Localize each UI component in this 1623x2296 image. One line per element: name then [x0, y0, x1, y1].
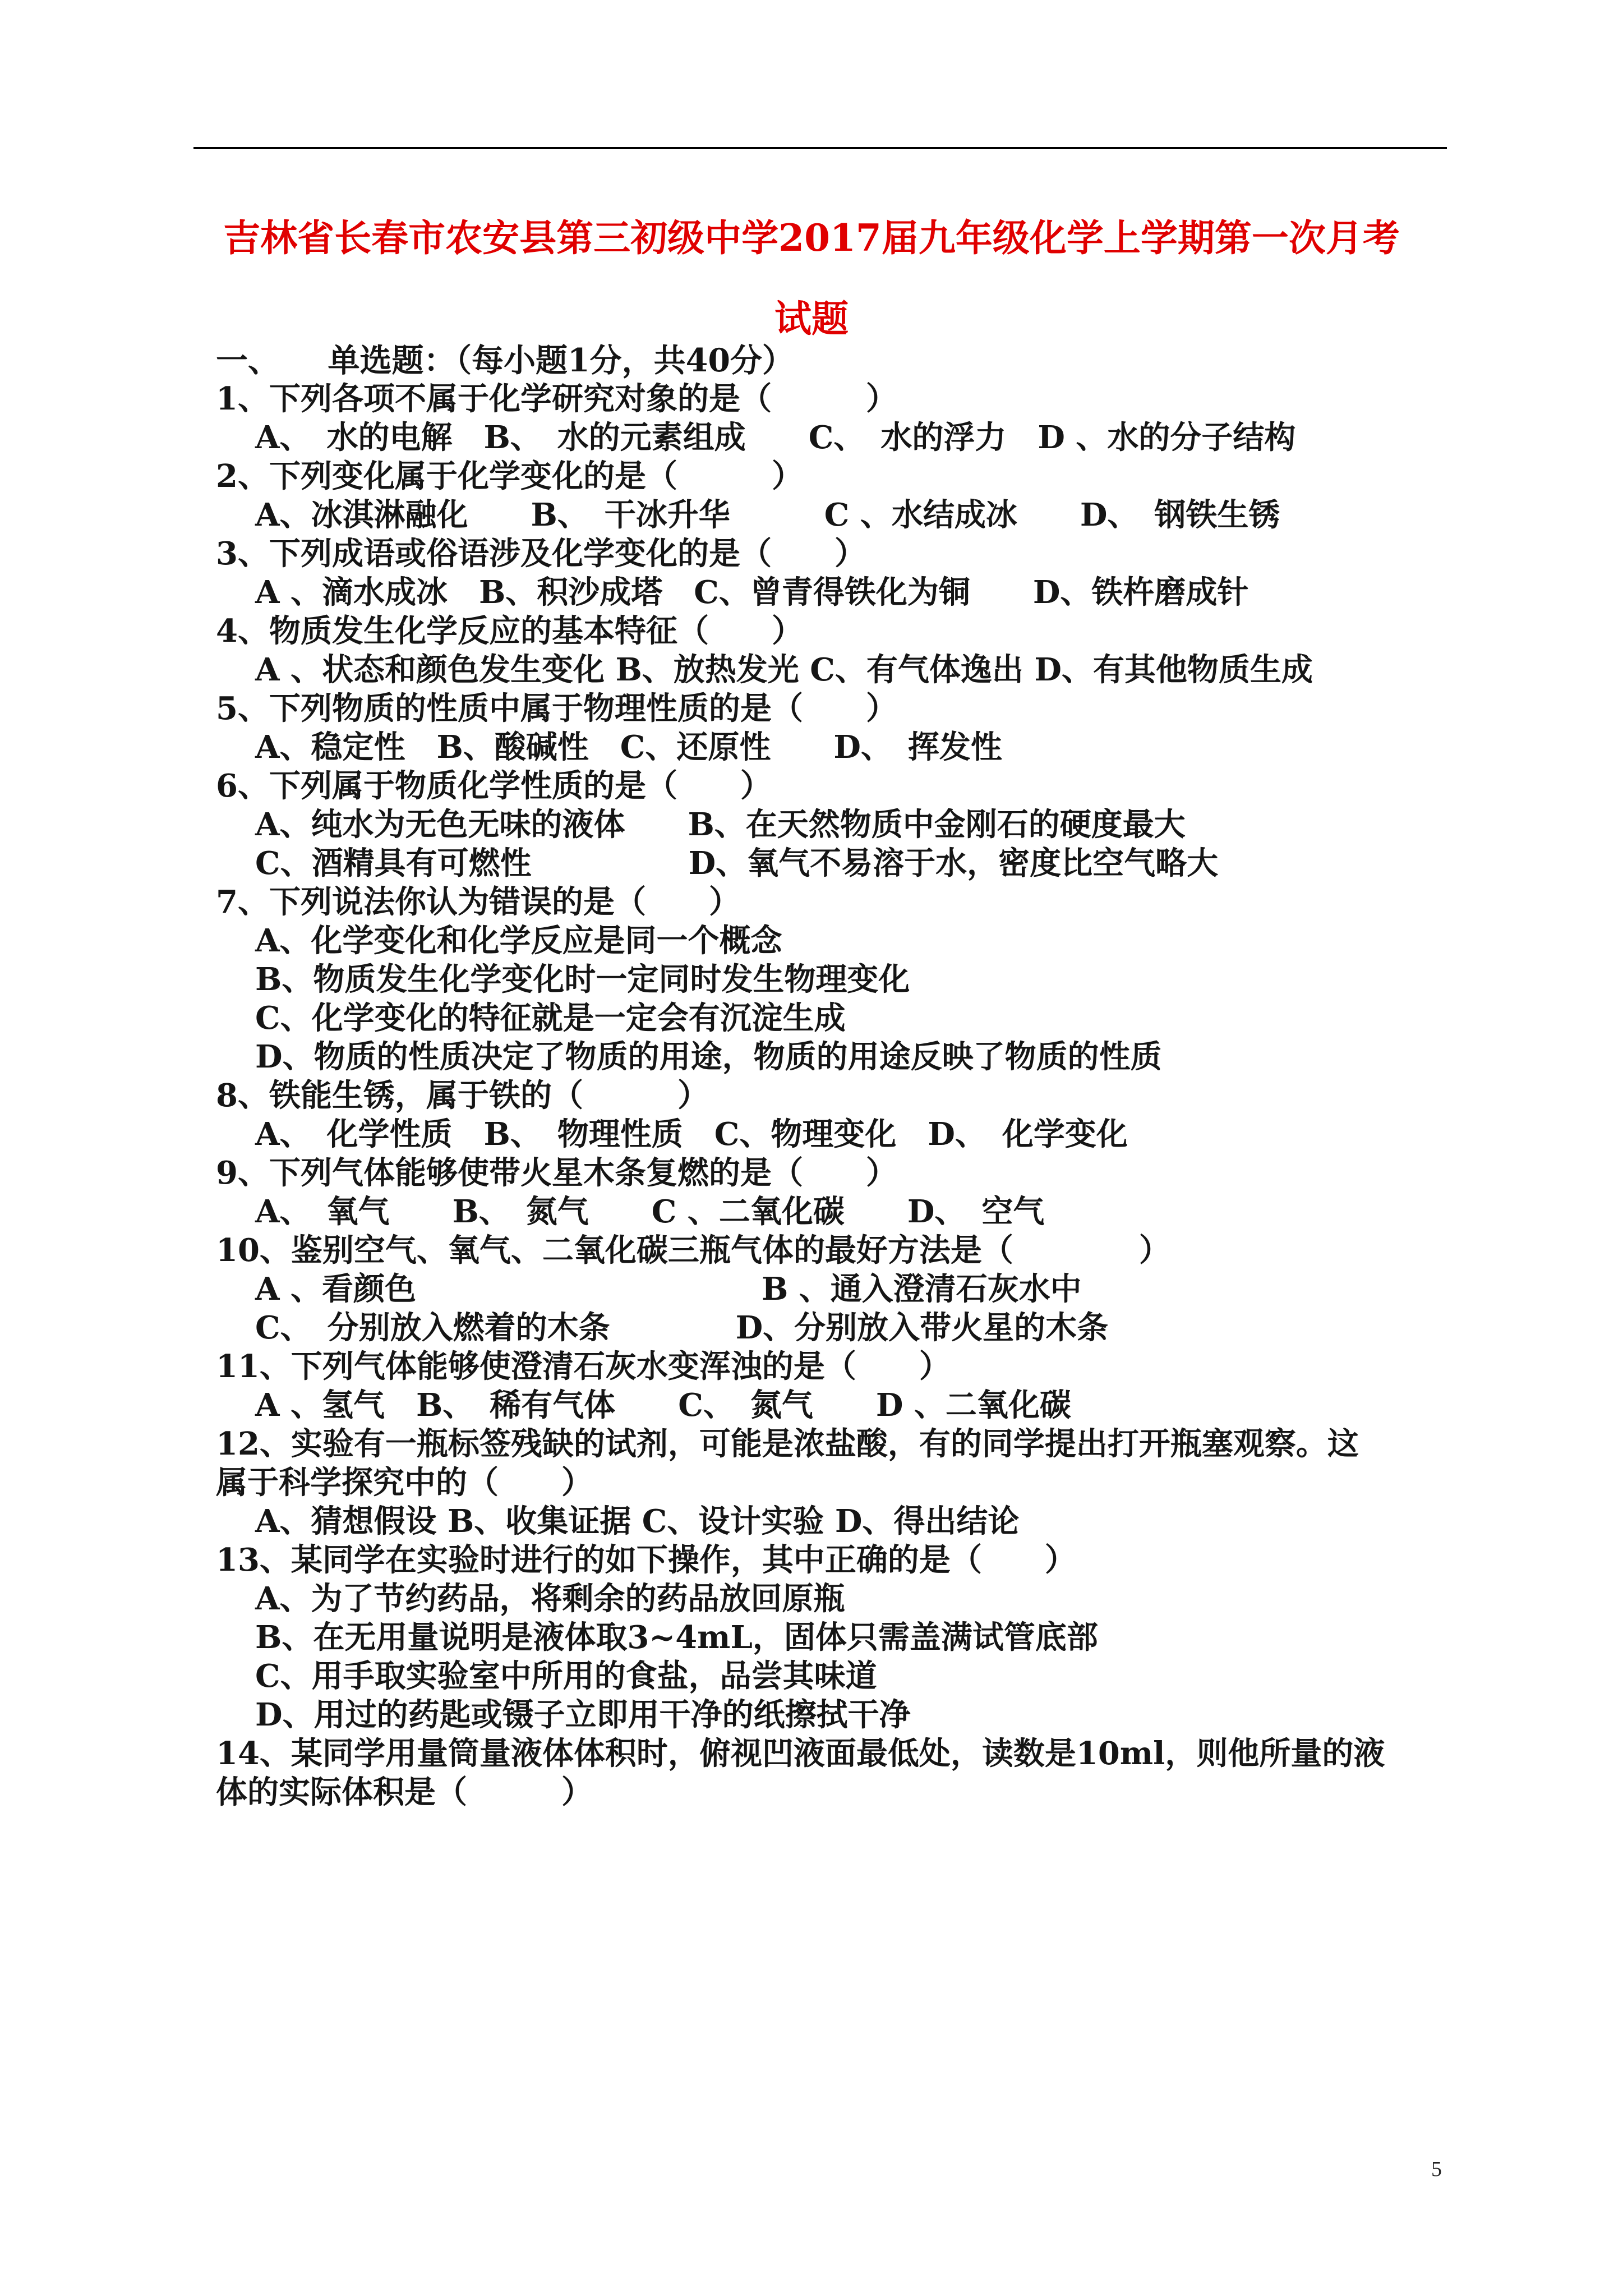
question-9: 9、下列气体能够使带火星木条复燃的是（ ）	[216, 1154, 897, 1191]
question-3: 3、下列成语或俗语涉及化学变化的是（ ）	[216, 535, 866, 572]
question-9-options: A、 氧气 B、 氮气 C 、二氧化碳 D、 空气	[255, 1193, 1045, 1230]
question-10: 10、鉴别空气、氧气、二氧化碳三瓶气体的最好方法是（ ）	[216, 1232, 1170, 1269]
question-2-options: A、冰淇淋融化 B、 干冰升华 C 、水结成冰 D、 钢铁生锈	[255, 496, 1280, 533]
question-13-option-d: D、用过的药匙或镊子立即用干净的纸擦拭干净	[255, 1696, 911, 1733]
question-12-line-1: 12、实验有一瓶标签残缺的试剂，可能是浓盐酸，有的同学提出打开瓶塞观察。这	[216, 1425, 1359, 1462]
question-12-line-2: 属于科学探究中的（ ）	[216, 1464, 593, 1501]
question-5: 5、下列物质的性质中属于物理性质的是（ ）	[216, 690, 897, 727]
question-7-option-a: A、化学变化和化学反应是同一个概念	[255, 922, 782, 959]
question-4: 4、物质发生化学反应的基本特征（ ）	[216, 613, 803, 650]
header-rule	[193, 147, 1447, 149]
question-7: 7、下列说法你认为错误的是（ ）	[216, 884, 740, 921]
question-1-options: A、 水的电解 B、 水的元素组成 C、 水的浮力 D 、水的分子结构	[255, 419, 1296, 456]
question-3-options: A 、滴水成冰 B、积沙成塔 C、曾青得铁化为铜 D、铁杵磨成针	[255, 574, 1249, 611]
document-title-line-1: 吉林省长春市农安县第三初级中学2017届九年级化学上学期第一次月考	[223, 216, 1400, 260]
question-2: 2、下列变化属于化学变化的是（ ）	[216, 458, 803, 495]
question-5-options: A、稳定性 B、酸碱性 C、还原性 D、 挥发性	[255, 729, 1002, 766]
question-11: 11、下列气体能够使澄清石灰水变浑浊的是（ ）	[216, 1348, 951, 1385]
question-10-options-cd: C、 分别放入燃着的木条 D、分别放入带火星的木条	[255, 1309, 1109, 1346]
question-4-options: A 、状态和颜色发生变化 B、放热发光 C、有气体逸出 D、有其他物质生成	[255, 651, 1313, 688]
question-13-option-c: C、用手取实验室中所用的食盐，品尝其味道	[255, 1658, 877, 1695]
question-12-options: A、猜想假设 B、收集证据 C、设计实验 D、得出结论	[255, 1503, 1020, 1540]
question-8: 8、铁能生锈，属于铁的（ ）	[216, 1077, 709, 1114]
question-1: 1、下列各项不属于化学研究对象的是（ ）	[216, 380, 897, 417]
question-13-option-a: A、为了节约药品，将剩余的药品放回原瓶	[255, 1580, 845, 1617]
document-title-line-2: 试题	[774, 297, 849, 341]
question-13: 13、某同学在实验时进行的如下操作，其中正确的是（ ）	[216, 1542, 1076, 1579]
question-7-option-c: C、化学变化的特征就是一定会有沉淀生成	[255, 1000, 846, 1037]
question-14-line-1: 14、某同学用量筒量液体体积时，俯视凹液面最低处，读数是10ml，则他所量的液	[216, 1735, 1385, 1772]
page-number: 5	[1431, 2157, 1442, 2181]
question-7-option-d: D、物质的性质决定了物质的用途，物质的用途反映了物质的性质	[255, 1038, 1162, 1075]
question-10-options-ab: A 、看颜色 B 、通入澄清石灰水中	[255, 1271, 1082, 1308]
question-6: 6、下列属于物质化学性质的是（ ）	[216, 767, 772, 804]
scanned-question-area	[193, 331, 1447, 1840]
question-6-options-ab: A、纯水为无色无味的液体 B、在天然物质中金刚石的硬度最大	[255, 806, 1186, 843]
question-13-option-b: B、在无用量说明是液体取3~4mL，固体只需盖满试管底部	[255, 1619, 1098, 1656]
section-heading: 一、 单选题：（每小题1分，共40分）	[216, 342, 794, 379]
question-7-option-b: B、物质发生化学变化时一定同时发生物理变化	[255, 961, 910, 998]
question-11-options: A 、氢气 B、 稀有气体 C、 氮气 D 、二氧化碳	[255, 1387, 1071, 1424]
question-6-options-cd: C、酒精具有可燃性 D、氧气不易溶于水，密度比空气略大	[255, 845, 1219, 882]
question-14-line-2: 体的实际体积是（ ）	[216, 1774, 593, 1811]
question-8-options: A、 化学性质 B、 物理性质 C、物理变化 D、 化学变化	[255, 1116, 1128, 1153]
